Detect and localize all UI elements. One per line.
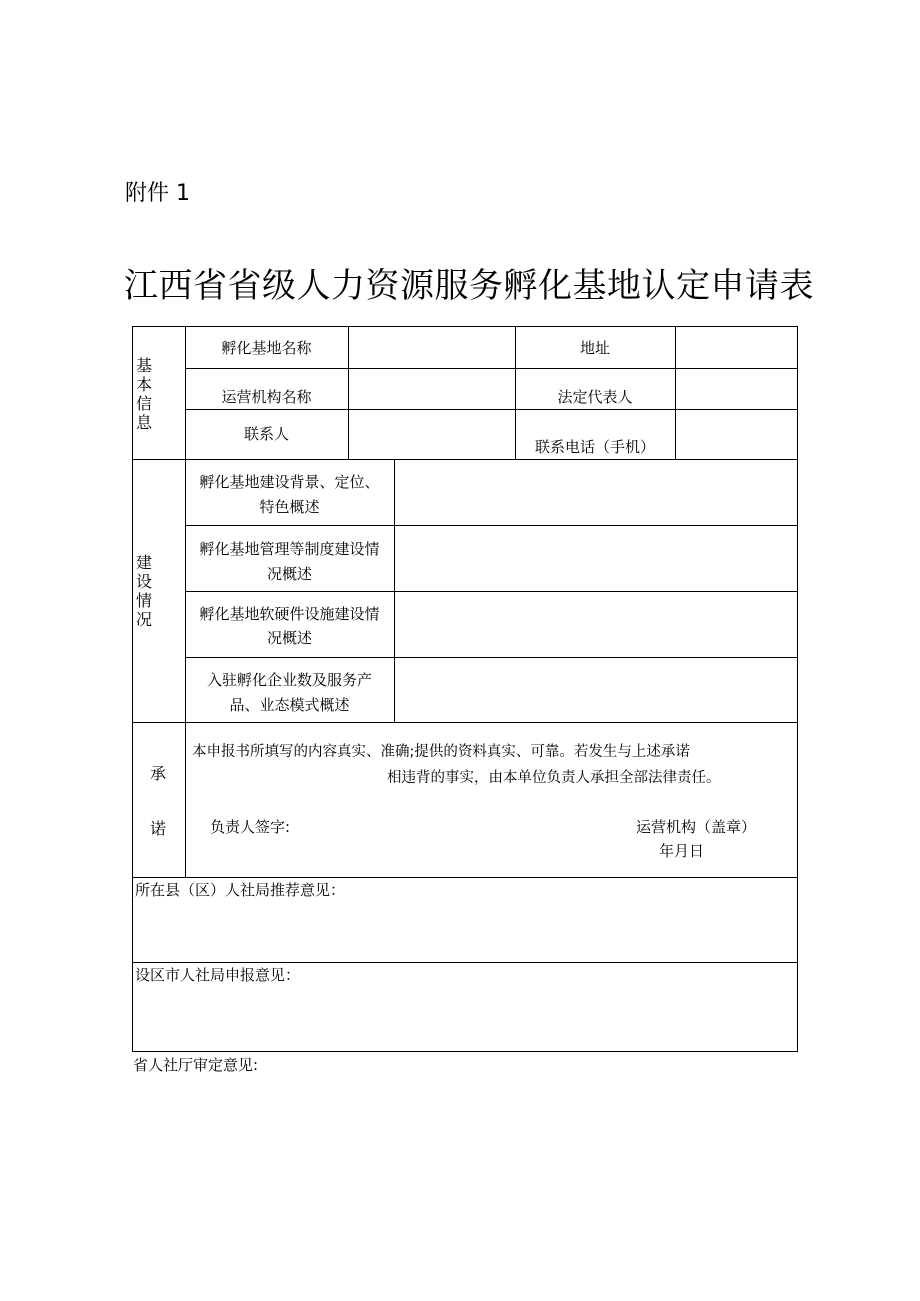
document-title: 江西省省级人力资源服务孵化基地认定申请表 [124, 266, 814, 306]
table-border-right [797, 326, 798, 1052]
construction-item-1-line2: 特色概述 [259, 498, 320, 516]
construction-item-1-field[interactable] [395, 466, 797, 516]
contact-person-label: 联系人 [243, 425, 289, 443]
section-divider-basic [132, 459, 798, 460]
construction-item-2-field[interactable] [395, 532, 797, 582]
pledge-text-line-1: 本申报书所填写的内容真实、准确;提供的资料真实、可靠。若发生与上述承诺 [192, 744, 690, 760]
incubator-name-label: 孵化基地名称 [221, 339, 312, 357]
construction-item-3-line1: 孵化基地软硬件设施建设情 [199, 605, 380, 623]
basic-row-divider-1 [185, 368, 798, 369]
date-label: 年月日 [659, 842, 705, 860]
table-border-left [132, 326, 133, 1052]
construction-section-label: 建设情况 [135, 553, 152, 629]
construction-item-1-line1: 孵化基地建设背景、定位、 [199, 473, 380, 491]
city-opinion-label: 设区市人社局申报意见： [135, 966, 301, 984]
pledge-text-line-2: 相违背的事实，由本单位负责人承担全部法律责任。 [387, 770, 721, 786]
seal-label: 运营机构（盖章） [636, 818, 757, 836]
construction-row-divider-1 [185, 525, 798, 526]
contact-phone-field[interactable] [676, 420, 797, 444]
pledge-label-char-2: 诺 [150, 819, 167, 838]
incubator-name-field[interactable] [349, 336, 515, 360]
signature-label: 负责人签字: [210, 818, 291, 836]
application-form-table [132, 326, 798, 1052]
construction-item-3-line2: 况概述 [266, 629, 312, 647]
construction-item-2-line1: 孵化基地管理等制度建设情 [199, 540, 380, 558]
basic-info-section-label: 基本信息 [135, 356, 152, 432]
construction-item-4-line1: 入驻孵化企业数及服务产 [206, 671, 372, 689]
attachment-label: 附件 1 [125, 181, 190, 206]
construction-item-4-line2: 品、业态模式概述 [229, 696, 350, 714]
operator-name-field[interactable] [349, 378, 515, 402]
table-border-top [132, 326, 798, 327]
county-opinion-label: 所在县（区）人社局推荐意见： [135, 881, 346, 899]
address-label: 地址 [579, 339, 610, 357]
section-divider-construction [132, 722, 798, 723]
contact-phone-label: 联系电话（手机） [534, 438, 655, 456]
contact-person-field[interactable] [349, 420, 515, 444]
operator-name-label: 运营机构名称 [221, 388, 312, 406]
legal-representative-field[interactable] [676, 378, 797, 402]
address-field[interactable] [676, 336, 797, 360]
construction-row-divider-3 [185, 657, 798, 658]
pledge-label-char-1: 承 [150, 764, 167, 783]
construction-item-2-line2: 况概述 [266, 565, 312, 583]
province-opinion-label: 省人社厅审定意见: [133, 1056, 259, 1074]
construction-item-3-field[interactable] [395, 598, 797, 648]
basic-row-divider-2 [185, 409, 798, 410]
legal-representative-label: 法定代表人 [557, 388, 633, 406]
construction-item-4-field[interactable] [395, 664, 797, 714]
county-opinion-field[interactable] [135, 904, 795, 956]
table-border-bottom [132, 1051, 798, 1052]
city-opinion-field[interactable] [135, 989, 795, 1045]
construction-row-divider-2 [185, 591, 798, 592]
